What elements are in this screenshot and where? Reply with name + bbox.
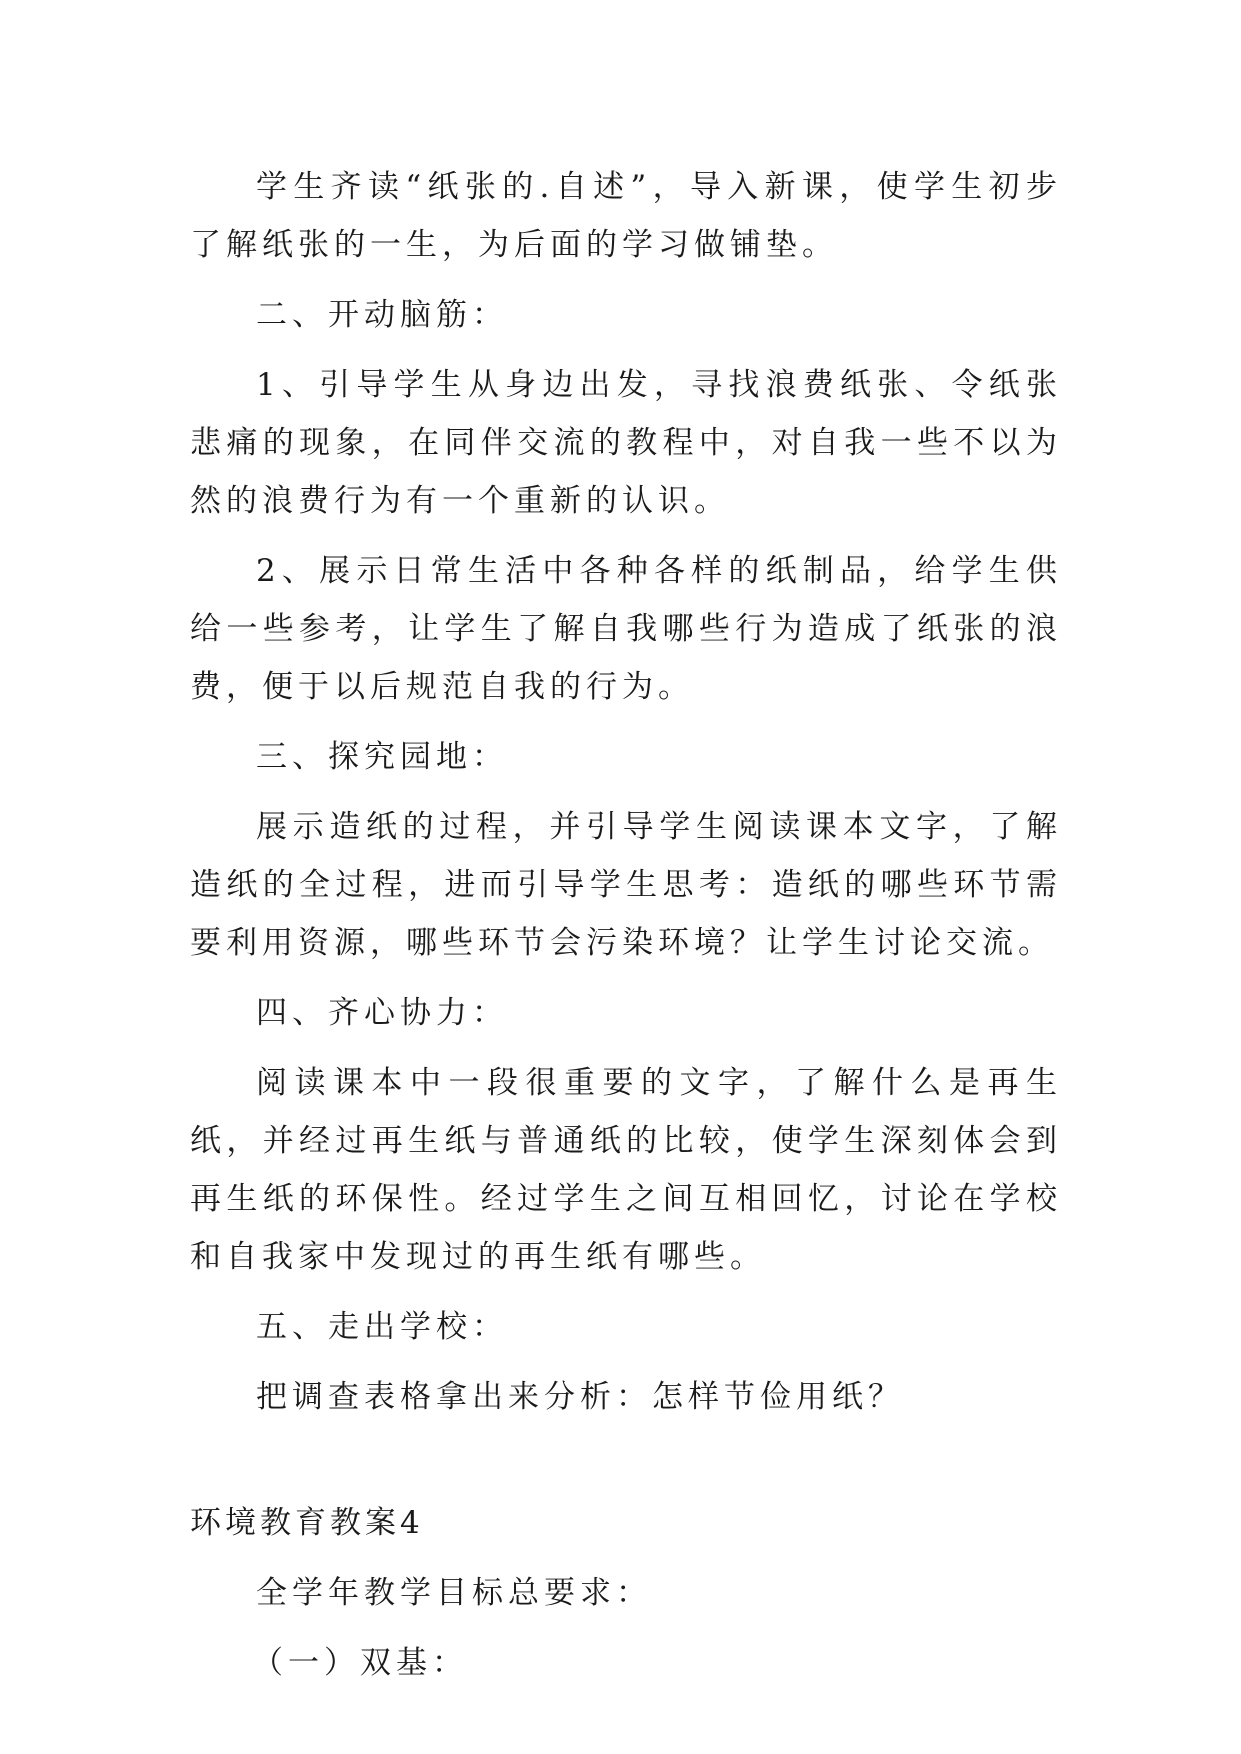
- paragraph-papermaking: 展示造纸的过程，并引导学生阅读课本文字，了解造纸的全过程，进而引导学生思考：造纸的哪些环节需要利用资源，哪些环节会污染环境？让学生讨论交流。: [190, 809, 1062, 961]
- section-subheading: （一）双基：: [252, 1645, 468, 1681]
- heading-brainstorm: 二、开动脑筋：: [256, 297, 508, 333]
- heading-cooperate: 四、齐心协力：: [256, 995, 508, 1031]
- section-intro: 全学年教学目标总要求：: [256, 1575, 652, 1611]
- section-gap: [190, 1438, 1062, 1494]
- heading-explore: 三、探究园地：: [256, 739, 508, 775]
- paragraph-survey: 把调查表格拿出来分析：怎样节俭用纸？: [256, 1379, 904, 1415]
- paragraph-item-1: 1、引导学生从身边出发，寻找浪费纸张、令纸张悲痛的现象，在同伴交流的教程中，对自我一些不以为然的浪费行为有一个重新的认识。: [190, 367, 1062, 519]
- section-title: 环境教育教案4: [190, 1505, 424, 1541]
- heading-outside-school: 五、走出学校：: [256, 1309, 508, 1345]
- paragraph-recycled-paper: 阅读课本中一段很重要的文字，了解什么是再生纸，并经过再生纸与普通纸的比较，使学生深刻体会到再生纸的环保性。经过学生之间互相回忆，讨论在学校和自我家中发现过的再生纸有哪些。: [190, 1065, 1062, 1275]
- paragraph-intro: 学生齐读“纸张的.自述”，导入新课，使学生初步了解纸张的一生，为后面的学习做铺垫。: [190, 169, 1062, 263]
- paragraph-item-2: 2、展示日常生活中各种各样的纸制品，给学生供给一些参考，让学生了解自我哪些行为造成了纸张的浪费，便于以后规范自我的行为。: [190, 553, 1062, 705]
- document-body: [190, 158, 1062, 1704]
